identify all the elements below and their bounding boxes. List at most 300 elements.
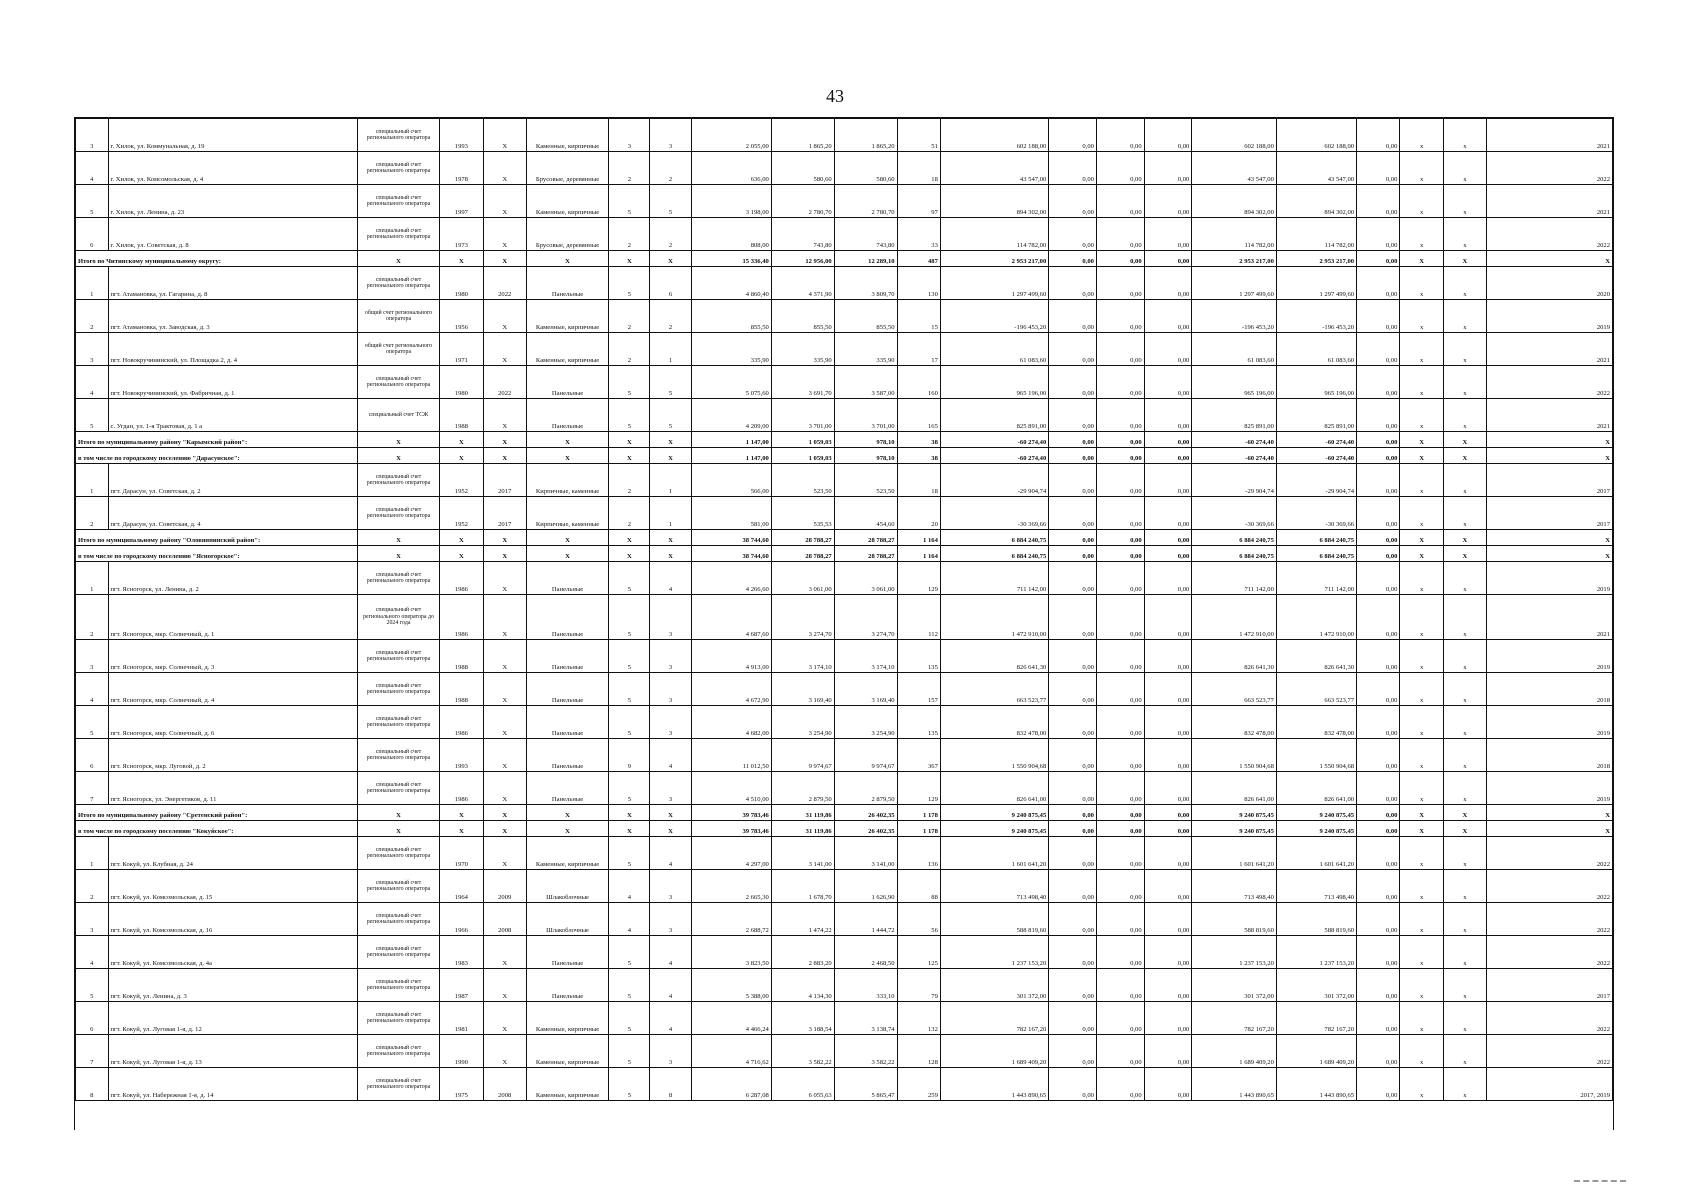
fund-cell: 0,00	[1049, 805, 1097, 821]
residents-cell: 487	[897, 251, 940, 267]
living-area-cell: 1 444,72	[834, 903, 897, 936]
area-cell: 1 474,22	[771, 903, 834, 936]
account-type-cell: Х	[357, 821, 439, 837]
build-year-cell: Х	[440, 530, 483, 546]
row-number-cell: 5	[76, 706, 109, 739]
local-budget-cell: 0,00	[1144, 821, 1192, 837]
row-number-cell: 7	[76, 1035, 109, 1068]
planned-year-cell: 2019	[1487, 300, 1613, 333]
planned-year-cell: 2022	[1487, 1035, 1613, 1068]
living-area-cell: 3 587,00	[834, 366, 897, 399]
floors-cell: 5	[609, 706, 650, 739]
floors-cell: Х	[609, 530, 650, 546]
entrances-cell: 5	[650, 185, 691, 218]
entrances-cell: 3	[650, 706, 691, 739]
total-cost-cell: 713 498,40	[940, 870, 1048, 903]
budget-cell: 0,00	[1096, 837, 1144, 870]
mark-cell: х	[1443, 903, 1486, 936]
entrances-cell: 3	[650, 903, 691, 936]
wall-material-cell: Панельные	[526, 562, 608, 595]
living-area-cell: 3 274,70	[834, 595, 897, 640]
floors-cell: 2	[609, 333, 650, 366]
account-type-cell: специальный счет регионального оператора	[357, 936, 439, 969]
total-cost-cell: 114 782,00	[940, 218, 1048, 251]
total-area-cell: 4 466,24	[691, 1002, 771, 1035]
entrances-cell: 8	[650, 1068, 691, 1101]
total-area-cell: 15 336,40	[691, 251, 771, 267]
address-cell: пгт. Кокуй, ул. Ленина, д. 3	[108, 969, 357, 1002]
fund-cell: 0,00	[1049, 530, 1097, 546]
planned-year-cell: 2017	[1487, 969, 1613, 1002]
reconstruction-year-cell: 2009	[483, 870, 526, 903]
area-cell: 3 061,00	[771, 562, 834, 595]
planned-year-cell: 2021	[1487, 399, 1613, 432]
limit-cost-cell: 0,00	[1357, 218, 1400, 251]
reconstruction-year-cell: Х	[483, 152, 526, 185]
reconstruction-year-cell: Х	[483, 399, 526, 432]
residents-cell: 1 164	[897, 546, 940, 562]
specific-cost-cell: 826 641,30	[1276, 640, 1356, 673]
mark-cell: х	[1443, 772, 1486, 805]
budget-cell: 0,00	[1096, 432, 1144, 448]
total-area-cell: 4 672,90	[691, 673, 771, 706]
build-year-cell: 1952	[440, 497, 483, 530]
subtotal-label: Итого по муниципальному району "Сретенский район":	[76, 805, 358, 821]
entrances-cell: Х	[650, 432, 691, 448]
limit-cost-cell: 0,00	[1357, 595, 1400, 640]
budget-cell: 0,00	[1096, 218, 1144, 251]
living-area-cell: 3 809,70	[834, 267, 897, 300]
mark-cell: х	[1400, 218, 1443, 251]
budget-cell: 0,00	[1096, 399, 1144, 432]
local-budget-cell: 0,00	[1144, 739, 1192, 772]
planned-year-cell: 2022	[1487, 903, 1613, 936]
owners-funds-cell: 1 297 499,60	[1192, 267, 1277, 300]
address-cell: пгт. Кокуй, ул. Комсомольская, д. 16	[108, 903, 357, 936]
area-cell: 2 780,70	[771, 185, 834, 218]
mark-cell: х	[1443, 464, 1486, 497]
build-year-cell: 1952	[440, 464, 483, 497]
row-number-cell: 4	[76, 366, 109, 399]
total-cost-cell: 6 884 240,75	[940, 530, 1048, 546]
owners-funds-cell: 114 782,00	[1192, 218, 1277, 251]
fund-cell: 0,00	[1049, 218, 1097, 251]
table-row	[76, 936, 1613, 969]
table-row	[76, 640, 1613, 673]
mark-cell: Х	[1400, 251, 1443, 267]
limit-cost-cell: 0,00	[1357, 119, 1400, 152]
entrances-cell: 3	[650, 1035, 691, 1068]
mark-cell: Х	[1443, 530, 1486, 546]
owners-funds-cell: 663 523,77	[1192, 673, 1277, 706]
living-area-cell: 26 402,35	[834, 821, 897, 837]
area-cell: 535,53	[771, 497, 834, 530]
budget-cell: 0,00	[1096, 969, 1144, 1002]
owners-funds-cell: 1 443 890,65	[1192, 1068, 1277, 1101]
total-cost-cell: 9 240 875,45	[940, 821, 1048, 837]
reconstruction-year-cell: 2017	[483, 497, 526, 530]
page-number: 43	[826, 86, 844, 106]
planned-year-cell: Х	[1487, 251, 1613, 267]
build-year-cell: 1981	[440, 1002, 483, 1035]
mark-cell: х	[1400, 1068, 1443, 1101]
budget-cell: 0,00	[1096, 366, 1144, 399]
limit-cost-cell: 0,00	[1357, 300, 1400, 333]
residents-cell: 130	[897, 267, 940, 300]
account-type-cell: специальный счет регионального оператора	[357, 870, 439, 903]
reconstruction-year-cell: Х	[483, 562, 526, 595]
wall-material-cell: Каменные, кирпичные	[526, 1035, 608, 1068]
build-year-cell: 1983	[440, 936, 483, 969]
budget-cell: 0,00	[1096, 251, 1144, 267]
living-area-cell: 978,10	[834, 448, 897, 464]
entrances-cell: 4	[650, 1002, 691, 1035]
area-cell: 1 059,03	[771, 432, 834, 448]
owners-funds-cell: 782 167,20	[1192, 1002, 1277, 1035]
fund-cell: 0,00	[1049, 546, 1097, 562]
specific-cost-cell: 1 689 409,20	[1276, 1035, 1356, 1068]
reconstruction-year-cell: Х	[483, 448, 526, 464]
floors-cell: 5	[609, 936, 650, 969]
entrances-cell: Х	[650, 821, 691, 837]
entrances-cell: 3	[650, 119, 691, 152]
living-area-cell: 3 061,00	[834, 562, 897, 595]
specific-cost-cell: -29 904,74	[1276, 464, 1356, 497]
specific-cost-cell: 61 083,60	[1276, 333, 1356, 366]
row-number-cell: 6	[76, 1002, 109, 1035]
budget-cell: 0,00	[1096, 497, 1144, 530]
owners-funds-cell: 826 641,00	[1192, 772, 1277, 805]
account-type-cell: специальный счет регионального оператора	[357, 562, 439, 595]
build-year-cell: 1997	[440, 185, 483, 218]
area-cell: 31 119,86	[771, 805, 834, 821]
living-area-cell: 3 169,40	[834, 673, 897, 706]
entrances-cell: 3	[650, 673, 691, 706]
entrances-cell: Х	[650, 546, 691, 562]
specific-cost-cell: 2 953 217,00	[1276, 251, 1356, 267]
wall-material-cell: Панельные	[526, 366, 608, 399]
planned-year-cell: 2019	[1487, 562, 1613, 595]
fund-cell: 0,00	[1049, 562, 1097, 595]
living-area-cell: 9 974,67	[834, 739, 897, 772]
reconstruction-year-cell: Х	[483, 837, 526, 870]
living-area-cell: 523,50	[834, 464, 897, 497]
row-number-cell: 5	[76, 185, 109, 218]
address-cell: пгт. Кокуй, ул. Набережная 1-я, д. 14	[108, 1068, 357, 1101]
row-number-cell: 2	[76, 300, 109, 333]
limit-cost-cell: 0,00	[1357, 251, 1400, 267]
wall-material-cell: Панельные	[526, 772, 608, 805]
row-number-cell: 7	[76, 772, 109, 805]
mark-cell: х	[1400, 333, 1443, 366]
floors-cell: Х	[609, 821, 650, 837]
total-area-cell: 5 388,00	[691, 969, 771, 1002]
living-area-cell: 2 468,50	[834, 936, 897, 969]
account-type-cell: специальный счет регионального оператора	[357, 497, 439, 530]
planned-year-cell: Х	[1487, 448, 1613, 464]
address-cell: пгт. Ясногорск, мкр. Солнечный, д. 3	[108, 640, 357, 673]
specific-cost-cell: -60 274,40	[1276, 448, 1356, 464]
fund-cell: 0,00	[1049, 1035, 1097, 1068]
planned-year-cell: 2022	[1487, 152, 1613, 185]
residents-cell: 259	[897, 1068, 940, 1101]
specific-cost-cell: 894 302,00	[1276, 185, 1356, 218]
limit-cost-cell: 0,00	[1357, 903, 1400, 936]
total-area-cell: 5 075,60	[691, 366, 771, 399]
subtotal-row	[76, 805, 1613, 821]
local-budget-cell: 0,00	[1144, 546, 1192, 562]
limit-cost-cell: 0,00	[1357, 267, 1400, 300]
budget-cell: 0,00	[1096, 152, 1144, 185]
specific-cost-cell: 825 891,00	[1276, 399, 1356, 432]
table-row	[76, 837, 1613, 870]
table-row	[76, 1035, 1613, 1068]
fund-cell: 0,00	[1049, 300, 1097, 333]
area-cell: 1 865,20	[771, 119, 834, 152]
address-cell: пгт. Кокуй, ул. Луговая 1-я, д. 12	[108, 1002, 357, 1035]
entrances-cell: 4	[650, 969, 691, 1002]
mark-cell: х	[1400, 673, 1443, 706]
row-number-cell: 6	[76, 218, 109, 251]
limit-cost-cell: 0,00	[1357, 739, 1400, 772]
subtotal-row	[76, 821, 1613, 837]
owners-funds-cell: -60 274,40	[1192, 448, 1277, 464]
planned-year-cell: Х	[1487, 432, 1613, 448]
residents-cell: 56	[897, 903, 940, 936]
owners-funds-cell: 965 196,00	[1192, 366, 1277, 399]
living-area-cell: 1 865,20	[834, 119, 897, 152]
fund-cell: 0,00	[1049, 870, 1097, 903]
wall-material-cell: Шлакоблочные	[526, 903, 608, 936]
row-number-cell: 4	[76, 673, 109, 706]
account-type-cell: специальный счет регионального оператора	[357, 640, 439, 673]
account-type-cell: специальный счет ТСЖ	[357, 399, 439, 432]
residents-cell: 97	[897, 185, 940, 218]
wall-material-cell: Панельные	[526, 595, 608, 640]
planned-year-cell: 2019	[1487, 706, 1613, 739]
total-area-cell: 335,90	[691, 333, 771, 366]
area-cell: 523,50	[771, 464, 834, 497]
total-cost-cell: 1 601 641,20	[940, 837, 1048, 870]
table-row	[76, 1002, 1613, 1035]
total-area-cell: 2 688,72	[691, 903, 771, 936]
budget-cell: 0,00	[1096, 1068, 1144, 1101]
table-row	[76, 497, 1613, 530]
total-cost-cell: 1 550 904,68	[940, 739, 1048, 772]
table-row	[76, 1068, 1613, 1101]
floors-cell: 2	[609, 152, 650, 185]
budget-cell: 0,00	[1096, 464, 1144, 497]
residents-cell: 18	[897, 152, 940, 185]
reconstruction-year-cell: 2017	[483, 464, 526, 497]
planned-year-cell: 2022	[1487, 1002, 1613, 1035]
local-budget-cell: 0,00	[1144, 530, 1192, 546]
wall-material-cell: Кирпичные, каменные	[526, 464, 608, 497]
limit-cost-cell: 0,00	[1357, 837, 1400, 870]
build-year-cell: 1971	[440, 333, 483, 366]
table-row	[76, 595, 1613, 640]
page-edge-mark	[1574, 1180, 1626, 1182]
owners-funds-cell: 825 891,00	[1192, 399, 1277, 432]
owners-funds-cell: 826 641,30	[1192, 640, 1277, 673]
living-area-cell: 26 402,35	[834, 805, 897, 821]
specific-cost-cell: 1 550 904,68	[1276, 739, 1356, 772]
reconstruction-year-cell: Х	[483, 640, 526, 673]
owners-funds-cell: 713 498,40	[1192, 870, 1277, 903]
total-cost-cell: 588 819,60	[940, 903, 1048, 936]
limit-cost-cell: 0,00	[1357, 706, 1400, 739]
floors-cell: 2	[609, 497, 650, 530]
mark-cell: х	[1443, 497, 1486, 530]
floors-cell: 5	[609, 185, 650, 218]
specific-cost-cell: 663 523,77	[1276, 673, 1356, 706]
area-cell: 4 134,30	[771, 969, 834, 1002]
reconstruction-year-cell: Х	[483, 119, 526, 152]
mark-cell: х	[1400, 497, 1443, 530]
limit-cost-cell: 0,00	[1357, 185, 1400, 218]
entrances-cell: Х	[650, 251, 691, 267]
owners-funds-cell: 43 547,00	[1192, 152, 1277, 185]
owners-funds-cell: 1 472 910,00	[1192, 595, 1277, 640]
planned-year-cell: 2018	[1487, 673, 1613, 706]
account-type-cell: специальный счет регионального оператора	[357, 739, 439, 772]
row-number-cell: 2	[76, 595, 109, 640]
build-year-cell: 1980	[440, 366, 483, 399]
mark-cell: х	[1443, 366, 1486, 399]
budget-cell: 0,00	[1096, 739, 1144, 772]
mark-cell: х	[1443, 1068, 1486, 1101]
floors-cell: 5	[609, 1068, 650, 1101]
reconstruction-year-cell: Х	[483, 595, 526, 640]
floors-cell: 5	[609, 595, 650, 640]
entrances-cell: 4	[650, 739, 691, 772]
living-area-cell: 335,90	[834, 333, 897, 366]
area-cell: 580,60	[771, 152, 834, 185]
budget-cell: 0,00	[1096, 300, 1144, 333]
build-year-cell: Х	[440, 448, 483, 464]
area-cell: 2 883,20	[771, 936, 834, 969]
living-area-cell: 3 138,74	[834, 1002, 897, 1035]
mark-cell: х	[1400, 706, 1443, 739]
area-cell: 855,50	[771, 300, 834, 333]
total-cost-cell: 894 302,00	[940, 185, 1048, 218]
mark-cell: х	[1400, 464, 1443, 497]
account-type-cell: специальный счет регионального оператора	[357, 218, 439, 251]
table-row	[76, 185, 1613, 218]
wall-material-cell: Х	[526, 805, 608, 821]
wall-material-cell: Каменные, кирпичные	[526, 119, 608, 152]
residents-cell: 136	[897, 837, 940, 870]
limit-cost-cell: 0,00	[1357, 772, 1400, 805]
total-area-cell: 4 860,40	[691, 267, 771, 300]
planned-year-cell: 2022	[1487, 366, 1613, 399]
entrances-cell: 5	[650, 366, 691, 399]
total-area-cell: 4 716,62	[691, 1035, 771, 1068]
total-cost-cell: 1 443 890,65	[940, 1068, 1048, 1101]
total-area-cell: 11 012,50	[691, 739, 771, 772]
total-cost-cell: 1 689 409,20	[940, 1035, 1048, 1068]
mark-cell: х	[1443, 870, 1486, 903]
mark-cell: х	[1443, 399, 1486, 432]
fund-cell: 0,00	[1049, 119, 1097, 152]
fund-cell: 0,00	[1049, 185, 1097, 218]
limit-cost-cell: 0,00	[1357, 1068, 1400, 1101]
local-budget-cell: 0,00	[1144, 936, 1192, 969]
specific-cost-cell: 9 240 875,45	[1276, 821, 1356, 837]
residents-cell: 88	[897, 870, 940, 903]
address-cell: пгт. Новокручининский, ул. Фабричная, д. 1	[108, 366, 357, 399]
residents-cell: 125	[897, 936, 940, 969]
living-area-cell: 5 865,47	[834, 1068, 897, 1101]
owners-funds-cell: 711 142,00	[1192, 562, 1277, 595]
row-number-cell: 3	[76, 903, 109, 936]
table-row	[76, 706, 1613, 739]
table-row	[76, 300, 1613, 333]
owners-funds-cell: 588 819,60	[1192, 903, 1277, 936]
planned-year-cell: Х	[1487, 805, 1613, 821]
fund-cell: 0,00	[1049, 903, 1097, 936]
floors-cell: 4	[609, 870, 650, 903]
reconstruction-year-cell: Х	[483, 673, 526, 706]
address-cell: пгт. Ясногорск, мкр. Солнечный, д. 1	[108, 595, 357, 640]
floors-cell: 5	[609, 267, 650, 300]
total-area-cell: 4 682,00	[691, 706, 771, 739]
local-budget-cell: 0,00	[1144, 595, 1192, 640]
local-budget-cell: 0,00	[1144, 448, 1192, 464]
total-cost-cell: 602 188,00	[940, 119, 1048, 152]
build-year-cell: 1986	[440, 772, 483, 805]
reconstruction-year-cell: Х	[483, 805, 526, 821]
mark-cell: х	[1443, 333, 1486, 366]
area-cell: 28 788,27	[771, 530, 834, 546]
floors-cell: 5	[609, 1035, 650, 1068]
reconstruction-year-cell: Х	[483, 772, 526, 805]
build-year-cell: 1978	[440, 152, 483, 185]
mark-cell: х	[1400, 772, 1443, 805]
fund-cell: 0,00	[1049, 267, 1097, 300]
floors-cell: 2	[609, 218, 650, 251]
floors-cell: Х	[609, 432, 650, 448]
table-row	[76, 366, 1613, 399]
local-budget-cell: 0,00	[1144, 119, 1192, 152]
total-cost-cell: 1 297 499,60	[940, 267, 1048, 300]
table-row	[76, 673, 1613, 706]
entrances-cell: 1	[650, 497, 691, 530]
entrances-cell: 2	[650, 300, 691, 333]
total-cost-cell: 832 478,00	[940, 706, 1048, 739]
budget-cell: 0,00	[1096, 595, 1144, 640]
local-budget-cell: 0,00	[1144, 366, 1192, 399]
total-area-cell: 2 665,30	[691, 870, 771, 903]
mark-cell: х	[1443, 185, 1486, 218]
area-cell: 3 701,00	[771, 399, 834, 432]
wall-material-cell: Панельные	[526, 739, 608, 772]
area-cell: 743,80	[771, 218, 834, 251]
account-type-cell: специальный счет регионального оператора	[357, 267, 439, 300]
budget-cell: 0,00	[1096, 119, 1144, 152]
total-area-cell: 566,00	[691, 464, 771, 497]
reconstruction-year-cell: 2008	[483, 1068, 526, 1101]
account-type-cell: специальный счет регионального оператора	[357, 185, 439, 218]
local-budget-cell: 0,00	[1144, 870, 1192, 903]
total-area-cell: 39 783,46	[691, 805, 771, 821]
mark-cell: х	[1443, 640, 1486, 673]
residents-cell: 38	[897, 432, 940, 448]
budget-cell: 0,00	[1096, 546, 1144, 562]
specific-cost-cell: 1 297 499,60	[1276, 267, 1356, 300]
owners-funds-cell: -30 369,66	[1192, 497, 1277, 530]
total-area-cell: 3 823,50	[691, 936, 771, 969]
